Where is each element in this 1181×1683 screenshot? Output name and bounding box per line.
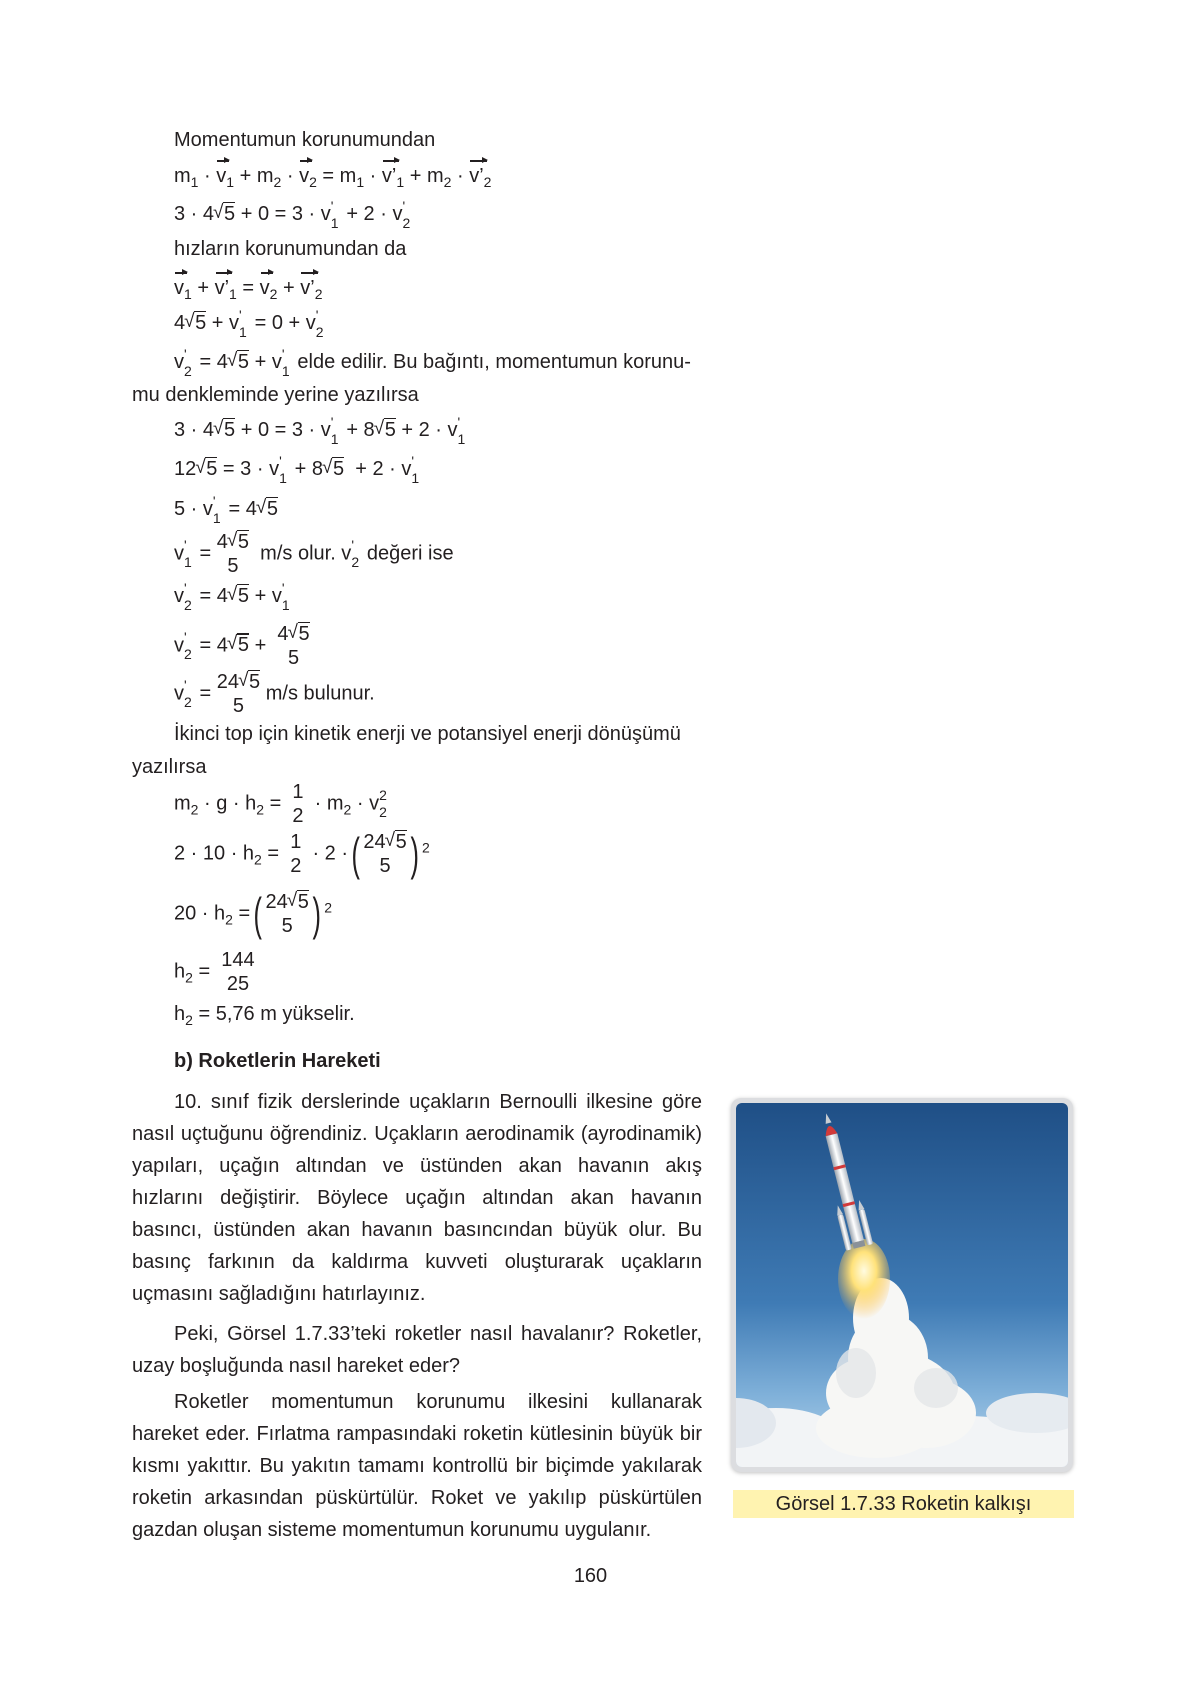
paragraph-1-text: 10. sınıf fizik derslerinde uçakların Bernoulli ilkesine göre nasıl uçtuğunu öğrendiniz. Uçakların aerodinamik (ayrodinamik) yapıları, uçağın altından ve üstünden akan havanın akış hızlarını değiştirir. Böylece uçağın altından akan havanın basıncı, üstünden akan havanın basıncından büyük olur. Bu basınç farkının da kaldırma kuvveti oluşturarak uçakların uçmasını sağladığını hatırlayınız.	[132, 1091, 702, 1305]
rocket-illustration	[736, 1103, 1068, 1467]
equation-velocity-values: 4√ 5 + v ' 1 = 0 + v ' 2	[174, 311, 326, 335]
rocket-launch-image	[731, 1098, 1073, 1472]
text-final-result: = 5,76 m yükselir.	[198, 1003, 355, 1025]
text-energy-intro: İkinci top için kinetik enerji ve potansiyel enerji dönüşümü	[174, 723, 681, 745]
equation-momentum-values: 3 · 4√ 5 + 0 = 3 · v ' 1 + 2 · v ' 2	[174, 202, 412, 226]
paragraph-2-text: Peki, Görsel 1.7.33’teki roketler nasıl havalanır? Roketler, uzay boşluğunda nasıl hareket eder?	[132, 1323, 702, 1377]
text-momentum-intro: Momentumun korunumundan	[174, 129, 436, 151]
section-heading: b) Roketlerin Hareketi	[174, 1050, 381, 1072]
equation-energy-2: $2 \cdot 10 \cdot h_2$ = 1 2 · 2 ·( 24√ 5 5 ) $^2$	[174, 830, 430, 878]
figure-caption: Görsel 1.7.33 Roketin kalkışı	[733, 1490, 1074, 1518]
equation-velocity-vector: $v_1$ + $v’_1 = v_2$ + $v’_2$	[174, 277, 323, 302]
paragraph-2	[132, 1318, 702, 1382]
equation-final-result: $h_2 = 5,76$ m yükselir.	[174, 1003, 355, 1028]
text-v1-result: m/s olur.	[260, 542, 336, 565]
equation-v2-step1: v ' 2 = 4√ 5 + v ' 1	[174, 584, 292, 608]
equation-v1-result: v ' 1 = 4√ 5 5 m/s olur. v ' 2 değeri ise	[174, 530, 454, 578]
equation-sub-2: 12√ 5 = 3 · v ' 1 + 8√ 5 + 2 · v ' 1	[174, 457, 421, 481]
equation-energy-4: $h_2$ = 144 25	[174, 949, 255, 995]
paragraph-3-text: Roketler momentumun korunumu ilkesini kullanarak hareket eder. Fırlatma rampasındaki roketin kütlesinin büyük bir kısmı yakıttır. Bu yakıtın tamamı kontrollü bir biçimde yakılarak roketin arkasından püskürtülür. Roket ve yakılıp püskürtülen gazdan oluşan sisteme momentumun korunumu uygulanır.	[132, 1391, 702, 1541]
paragraph-3	[132, 1386, 702, 1546]
equation-v2-step2: v ' 2 = 4√ 5 + 4√ 5 5	[174, 622, 310, 670]
paragraph-1	[132, 1086, 702, 1310]
page-number: 160	[573, 1565, 608, 1587]
text-substitution-cont: mu denkleminde yerine yazılırsa	[132, 384, 419, 406]
equation-substitution: v ' 2 = 4√ 5 + v ' 1 elde edilir. Bu bağıntı, momentumun korunu-	[174, 350, 691, 374]
equation-energy-1: $m_2 \cdot g \cdot h_2$ = 1 2 · $m_2 \cdot v$ 2 2	[174, 781, 387, 827]
text-v2-result: m/s bulunur.	[265, 682, 375, 705]
equation-energy-3: $20 \cdot h_2$ =( 24√ 5 5 ) $^2$	[174, 890, 332, 938]
equation-sub-1: 3 · 4√ 5 + 0 = 3 · v ' 1 + 8√ 5 + 2 · v ' 1	[174, 418, 468, 442]
text-energy-intro-cont: yazılırsa	[132, 756, 207, 778]
text-substitution: elde edilir. Bu bağıntı, momentumun korunu-	[297, 351, 691, 373]
equation-v2-result: v ' 2 = 24√ 5 5 m/s bulunur.	[174, 670, 375, 718]
equation-sub-3: 5 · v ' 1 = 4√ 5	[174, 497, 278, 521]
equation-momentum-vector: $m_1 \cdot v_1 + m_2 \cdot v_2 = m_1$ · $v’_1 + m_2$ · $v’_2$	[174, 165, 492, 190]
text-v2-value: değeri ise	[366, 542, 454, 565]
text-velocity-intro: hızların korunumundan da	[174, 238, 407, 260]
